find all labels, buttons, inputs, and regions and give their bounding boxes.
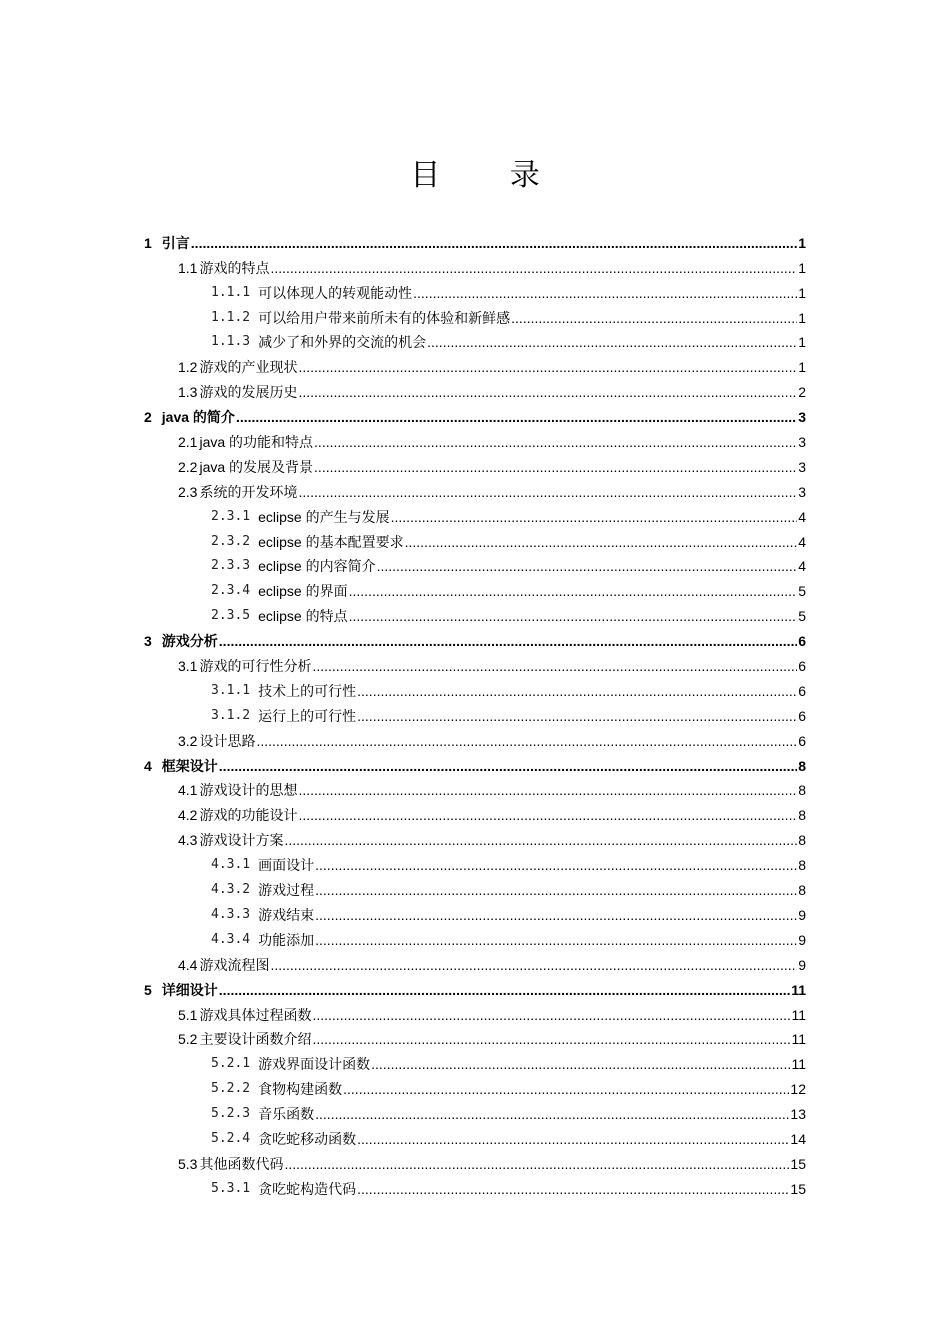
toc-entry-number: 2.1 — [178, 434, 198, 451]
toc-entry-title: 游戏的可行性分析 — [199, 658, 312, 675]
toc-entry-level-1[interactable] — [0, 625, 950, 650]
toc-entry-level-3[interactable] — [0, 302, 950, 327]
toc-entry-number: 4 — [144, 757, 152, 774]
toc-entry-title: 游戏设计的思想 — [199, 782, 298, 799]
toc-entry-title: 主要设计函数介绍 — [199, 1031, 312, 1048]
toc-entry-title: 游戏流程图 — [199, 956, 270, 973]
toc-entry-level-2[interactable] — [0, 999, 950, 1024]
toc-entry-number: 2.2 — [178, 458, 198, 475]
toc-entry-title: 游戏的发展历史 — [199, 384, 298, 401]
toc-entry-number: 5.2.4 — [211, 1130, 251, 1146]
toc-entry-level-2[interactable] — [0, 650, 950, 675]
toc-entry-title: eclipse 的基本配置要求 — [258, 533, 404, 550]
toc-entry-level-3[interactable] — [0, 700, 950, 725]
toc-entry-page-number: 9 — [798, 956, 806, 973]
toc-entry-page-number: 2 — [798, 384, 806, 401]
toc-entry-page-number: 4 — [798, 533, 806, 550]
toc-entry-page-number: 6 — [798, 682, 806, 699]
toc-entry-title: 食物构建函数 — [258, 1081, 343, 1098]
toc-entry-number: 1.1.1 — [211, 284, 251, 300]
toc-dot-leader — [314, 433, 797, 451]
toc-entry-number: 1.1.3 — [211, 334, 251, 350]
toc-entry-number: 2 — [144, 409, 152, 426]
toc-entry-number: 5.3 — [178, 1155, 198, 1172]
toc-dot-leader — [298, 781, 797, 799]
toc-dot-leader — [219, 632, 797, 650]
toc-entry-title: 设计思路 — [199, 732, 256, 749]
toc-entry-number: 4.3.4 — [211, 931, 251, 947]
toc-dot-leader — [219, 757, 797, 775]
toc-entry-level-3[interactable] — [0, 277, 950, 302]
toc-entry-page-number: 8 — [798, 857, 806, 874]
toc-entry-title: java 的简介 — [161, 409, 235, 426]
toc-entry-page-number: 11 — [791, 1006, 806, 1023]
toc-entry-title: 引言 — [161, 234, 190, 251]
toc-entry-title: 系统的开发环境 — [199, 483, 298, 500]
toc-entry-page-number: 15 — [790, 1155, 806, 1172]
toc-entry-number: 5.2 — [178, 1031, 198, 1048]
toc-entry-number: 4.2 — [178, 807, 198, 824]
toc-entry-page-number: 11 — [791, 1056, 806, 1073]
toc-entry-number: 3.1.2 — [211, 707, 251, 723]
toc-entry-number: 5.2.1 — [211, 1056, 251, 1072]
toc-dot-leader — [312, 1006, 790, 1024]
toc-dot-leader — [284, 1155, 789, 1173]
toc-dot-leader — [298, 483, 797, 501]
toc-entry-title: 游戏设计方案 — [199, 832, 284, 849]
toc-entry-page-number: 4 — [798, 558, 806, 575]
toc-entry-level-2[interactable] — [0, 376, 950, 401]
toc-entry-page-number: 5 — [798, 583, 806, 600]
toc-entry-page-number: 6 — [798, 732, 806, 749]
toc-entry-level-3[interactable] — [0, 551, 950, 576]
toc-entry-number: 3 — [144, 633, 152, 650]
toc-entry-title: 技术上的可行性 — [258, 682, 357, 699]
toc-dot-leader — [270, 259, 797, 277]
toc-entry-level-1[interactable] — [0, 750, 950, 775]
toc-entry-number: 2.3.2 — [211, 533, 251, 549]
toc-entry-number: 3.2 — [178, 732, 198, 749]
toc-entry-number: 2.3.1 — [211, 508, 251, 524]
toc-entry-level-3[interactable] — [0, 501, 950, 526]
toc-entry-page-number: 15 — [790, 1180, 806, 1197]
toc-entry-number: 5.3.1 — [211, 1180, 251, 1196]
toc-entry-level-3[interactable] — [0, 1073, 950, 1098]
toc-entry-number: 1.1 — [178, 259, 198, 276]
toc-entry-title: 功能添加 — [258, 931, 315, 948]
toc-entry-title: 游戏具体过程函数 — [199, 1006, 312, 1023]
toc-entry-number: 1.2 — [178, 359, 198, 376]
toc-entry-number: 1 — [144, 234, 152, 251]
toc-dot-leader — [312, 657, 797, 675]
toc-entry-level-2[interactable] — [0, 451, 950, 476]
toc-entry-page-number: 8 — [798, 832, 806, 849]
toc-entry-level-3[interactable] — [0, 1098, 950, 1123]
toc-dot-leader — [298, 383, 797, 401]
toc-entry-title: 运行上的可行性 — [258, 707, 357, 724]
toc-dot-leader — [314, 458, 797, 476]
toc-dot-leader — [236, 408, 797, 426]
toc-entry-title: 可以给用户带来前所未有的体验和新鲜感 — [258, 309, 511, 326]
toc-entry-number: 4.3.2 — [211, 882, 251, 898]
toc-entry-number: 1.1.2 — [211, 309, 251, 325]
toc-entry-level-2[interactable] — [0, 1148, 950, 1173]
toc-entry-number: 4.1 — [178, 782, 198, 799]
toc-dot-leader — [315, 1105, 789, 1123]
toc-entry-level-3[interactable] — [0, 1123, 950, 1148]
toc-entry-title: java 的发展及背景 — [199, 458, 314, 475]
toc-entry-title: 游戏的特点 — [199, 259, 270, 276]
toc-entry-number: 2.3.3 — [211, 558, 251, 574]
toc-title: 目 录 — [410, 158, 570, 193]
toc-entry-level-2[interactable] — [0, 426, 950, 451]
toc-entry-level-2[interactable] — [0, 824, 950, 849]
toc-entry-level-3[interactable] — [0, 1048, 950, 1073]
toc-entry-level-3[interactable] — [0, 924, 950, 949]
toc-entry-number: 4.3.1 — [211, 857, 251, 873]
toc-list — [0, 227, 950, 1198]
toc-entry-title: eclipse 的界面 — [258, 583, 348, 600]
toc-dot-leader — [298, 358, 797, 376]
toc-entry-level-1[interactable] — [0, 227, 950, 252]
toc-entry-page-number: 6 — [798, 707, 806, 724]
toc-entry-page-number: 11 — [791, 981, 806, 998]
toc-entry-title: 框架设计 — [161, 757, 218, 774]
toc-dot-leader — [357, 707, 797, 725]
toc-entry-level-2[interactable] — [0, 725, 950, 750]
toc-dot-leader — [315, 856, 797, 874]
toc-entry-page-number: 4 — [798, 508, 806, 525]
toc-dot-leader — [191, 234, 797, 252]
toc-entry-title: eclipse 的特点 — [258, 608, 348, 625]
toc-entry-page-number: 5 — [798, 608, 806, 625]
toc-dot-leader — [391, 508, 798, 526]
toc-entry-number: 4.3 — [178, 832, 198, 849]
toc-entry-page-number: 9 — [798, 906, 806, 923]
toc-entry-level-2[interactable] — [0, 476, 950, 501]
toc-entry-page-number: 8 — [798, 807, 806, 824]
toc-entry-page-number: 11 — [791, 1031, 806, 1048]
toc-dot-leader — [405, 533, 798, 551]
toc-entry-level-3[interactable] — [0, 526, 950, 551]
toc-entry-page-number: 9 — [798, 931, 806, 948]
toc-entry-number: 3.1.1 — [211, 682, 251, 698]
toc-dot-leader — [357, 1180, 789, 1198]
toc-entry-title: 游戏的产业现状 — [199, 359, 298, 376]
toc-entry-title: 游戏过程 — [258, 882, 315, 899]
toc-entry-level-1[interactable] — [0, 974, 950, 999]
toc-entry-title: 游戏的功能设计 — [199, 807, 298, 824]
toc-dot-leader — [298, 806, 797, 824]
toc-entry-title: 游戏分析 — [161, 633, 218, 650]
toc-entry-page-number: 1 — [798, 359, 806, 376]
toc-dot-leader — [284, 831, 797, 849]
toc-entry-level-1[interactable] — [0, 401, 950, 426]
toc-entry-level-2[interactable] — [0, 1024, 950, 1049]
toc-dot-leader — [377, 557, 798, 575]
toc-dot-leader — [427, 333, 797, 351]
toc-entry-page-number: 1 — [798, 234, 806, 251]
toc-dot-leader — [413, 284, 797, 302]
toc-dot-leader — [349, 582, 798, 600]
toc-entry-title: eclipse 的产生与发展 — [258, 508, 390, 525]
toc-entry-number: 1.3 — [178, 384, 198, 401]
toc-entry-page-number: 6 — [798, 633, 806, 650]
toc-dot-leader — [270, 956, 797, 974]
toc-entry-page-number: 1 — [798, 259, 806, 276]
toc-entry-title: 游戏界面设计函数 — [258, 1056, 371, 1073]
toc-entry-level-3[interactable] — [0, 899, 950, 924]
toc-dot-leader — [219, 981, 790, 999]
toc-entry-page-number: 1 — [798, 309, 806, 326]
toc-dot-leader — [511, 309, 797, 327]
toc-dot-leader — [312, 1030, 790, 1048]
toc-entry-title: 游戏结束 — [258, 906, 315, 923]
toc-dot-leader — [343, 1080, 789, 1098]
toc-entry-page-number: 8 — [798, 782, 806, 799]
toc-entry-level-2[interactable] — [0, 351, 950, 376]
toc-dot-leader — [371, 1055, 790, 1073]
toc-entry-number: 5.2.2 — [211, 1081, 251, 1097]
toc-entry-level-2[interactable] — [0, 252, 950, 277]
toc-entry-level-3[interactable] — [0, 849, 950, 874]
toc-entry-level-3[interactable] — [0, 327, 950, 352]
toc-entry-number: 2.3 — [178, 483, 198, 500]
toc-entry-number: 3.1 — [178, 658, 198, 675]
toc-entry-page-number: 13 — [790, 1106, 806, 1123]
toc-entry-title: 音乐函数 — [258, 1106, 315, 1123]
toc-entry-number: 2.3.5 — [211, 608, 251, 624]
toc-entry-number: 2.3.4 — [211, 583, 251, 599]
toc-entry-page-number: 3 — [798, 458, 806, 475]
toc-entry-page-number: 1 — [798, 334, 806, 351]
toc-entry-title: 减少了和外界的交流的机会 — [258, 334, 427, 351]
toc-dot-leader — [357, 682, 797, 700]
toc-entry-page-number: 12 — [790, 1081, 806, 1098]
toc-entry-number: 4.4 — [178, 956, 198, 973]
toc-entry-title: 贪吃蛇移动函数 — [258, 1130, 357, 1147]
toc-dot-leader — [357, 1130, 789, 1148]
toc-entry-level-3[interactable] — [0, 600, 950, 625]
toc-entry-number: 4.3.3 — [211, 906, 251, 922]
toc-dot-leader — [349, 607, 798, 625]
toc-entry-title: 详细设计 — [161, 981, 218, 998]
toc-dot-leader — [315, 881, 797, 899]
toc-entry-page-number: 8 — [798, 882, 806, 899]
toc-entry-level-3[interactable] — [0, 675, 950, 700]
toc-entry-title: 可以体现人的转观能动性 — [258, 284, 413, 301]
toc-entry-level-2[interactable] — [0, 799, 950, 824]
toc-entry-page-number: 6 — [798, 658, 806, 675]
toc-entry-page-number: 1 — [798, 284, 806, 301]
toc-entry-level-2[interactable] — [0, 949, 950, 974]
toc-entry-level-3[interactable] — [0, 874, 950, 899]
toc-entry-level-3[interactable] — [0, 575, 950, 600]
toc-entry-title: java 的功能和特点 — [199, 434, 314, 451]
toc-entry-number: 5.2.3 — [211, 1106, 251, 1122]
toc-entry-level-2[interactable] — [0, 775, 950, 800]
toc-entry-number: 5.1 — [178, 1006, 198, 1023]
toc-entry-page-number: 8 — [798, 757, 806, 774]
toc-entry-page-number: 14 — [790, 1130, 806, 1147]
toc-entry-page-number: 3 — [798, 483, 806, 500]
toc-dot-leader — [315, 906, 797, 924]
toc-entry-title: 画面设计 — [258, 857, 315, 874]
toc-entry-page-number: 3 — [798, 434, 806, 451]
toc-entry-title: eclipse 的内容简介 — [258, 558, 376, 575]
toc-entry-page-number: 3 — [798, 409, 806, 426]
toc-dot-leader — [315, 931, 797, 949]
toc-entry-title: 其他函数代码 — [199, 1155, 284, 1172]
toc-entry-level-3[interactable] — [0, 1173, 950, 1198]
toc-entry-number: 5 — [144, 981, 152, 998]
toc-dot-leader — [256, 732, 797, 750]
toc-entry-title: 贪吃蛇构造代码 — [258, 1180, 357, 1197]
